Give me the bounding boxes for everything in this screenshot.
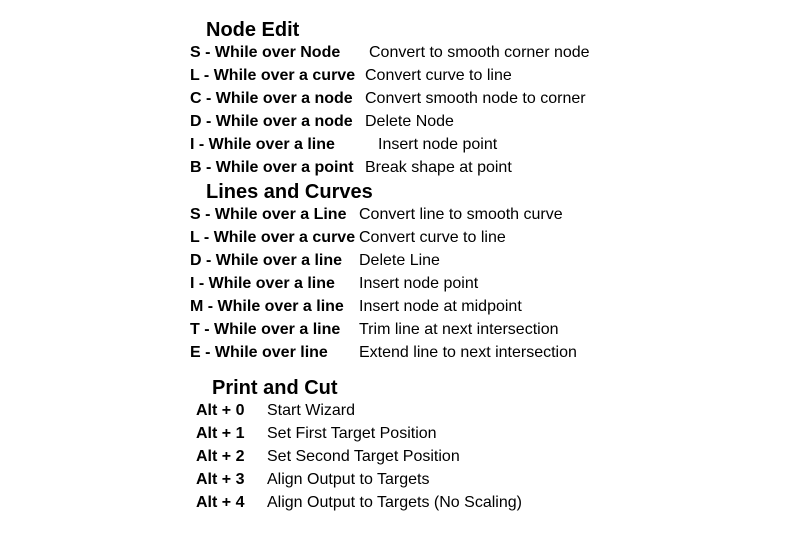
shortcut-action: Convert curve to line xyxy=(365,67,512,84)
shortcut-key: M - While over a line xyxy=(190,298,344,315)
shortcut-action: Insert node point xyxy=(359,275,479,292)
shortcut-action: Break shape at point xyxy=(365,159,512,176)
shortcut-action: Align Output to Targets xyxy=(267,471,430,488)
shortcut-action: Set Second Target Position xyxy=(267,448,460,465)
shortcut-action: Extend line to next intersection xyxy=(359,344,577,361)
shortcut-action: Trim line at next intersection xyxy=(359,321,559,338)
section-title-print-and-cut: Print and Cut xyxy=(212,377,338,399)
shortcut-key: Alt + 2 xyxy=(196,448,245,465)
shortcut-key: C - While over a node xyxy=(190,90,353,107)
shortcut-key: Alt + 1 xyxy=(196,425,245,442)
shortcut-key: D - While over a node xyxy=(190,113,353,130)
shortcut-action: Insert node at midpoint xyxy=(359,298,522,315)
shortcut-action: Convert smooth node to corner xyxy=(365,90,586,107)
section-title-node-edit: Node Edit xyxy=(206,19,300,41)
shortcut-key: T - While over a line xyxy=(190,321,341,338)
shortcut-key: D - While over a line xyxy=(190,252,343,269)
shortcut-key: L - While over a curve xyxy=(190,229,356,246)
shortcut-key: Alt + 3 xyxy=(196,471,245,488)
shortcut-action: Set First Target Position xyxy=(267,425,437,442)
shortcut-action: Convert to smooth corner node xyxy=(369,44,590,61)
shortcut-action: Delete Node xyxy=(365,113,454,130)
shortcut-key: Alt + 0 xyxy=(196,402,245,419)
shortcut-key: S - While over Node xyxy=(190,44,341,61)
shortcut-key: B - While over a point xyxy=(190,159,354,176)
shortcut-action: Delete Line xyxy=(359,252,440,269)
shortcut-action: Convert line to smooth curve xyxy=(359,206,563,223)
shortcut-key: I - While over a line xyxy=(190,136,335,153)
shortcut-action: Start Wizard xyxy=(267,402,356,419)
section-title-lines-and-curves: Lines and Curves xyxy=(206,181,373,203)
shortcut-action: Insert node point xyxy=(378,136,498,153)
shortcut-key: I - While over a line xyxy=(190,275,335,292)
shortcut-key: Alt + 4 xyxy=(196,494,245,511)
shortcut-action: Convert curve to line xyxy=(359,229,506,246)
shortcut-action: Align Output to Targets (No Scaling) xyxy=(267,494,522,511)
shortcut-key: L - While over a curve xyxy=(190,67,356,84)
shortcut-key: E - While over line xyxy=(190,344,328,361)
shortcut-key: S - While over a Line xyxy=(190,206,347,223)
